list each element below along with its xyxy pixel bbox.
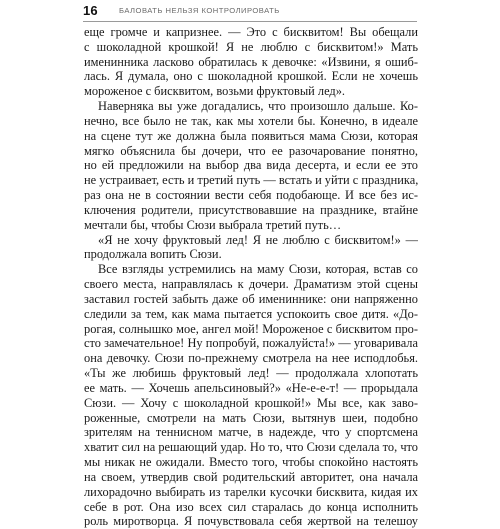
text-line: мы никак не ожидали. Вместо того, чтобы спокойно настоять xyxy=(84,455,418,470)
header-divider xyxy=(83,21,417,22)
text-line: на сцене тут же должна была появиться мама Сюзи, которая xyxy=(84,128,418,143)
text-line: еще громче и капризнее. — Это с бисквитом! Вы обещали xyxy=(84,25,418,39)
text-line: «Ты же любишь фруктовый лед! — продолжала хлопотать xyxy=(84,366,418,381)
text-line: сто замечательное! Ну попробуй, пожалуйста!» — уговаривала xyxy=(84,336,418,351)
page-header xyxy=(83,2,417,20)
page-number: 16 xyxy=(83,3,98,18)
text-line: не устраивает, есть и третий путь — встать и уйти с праздника, xyxy=(84,173,418,188)
text-line: рогая, солнышко мое, ангел мой! Мороженое с бисквитом про- xyxy=(84,321,418,336)
running-title: БАЛОВАТЬ НЕЛЬЗЯ КОНТРОЛИРОВАТЬ xyxy=(119,6,280,15)
text-line: ее мать. — Хочешь апельсиновый?» «Не-е-е-т! — прорыдала xyxy=(84,380,418,395)
text-line: зрителям на теннисном матче, в надежде, что у спортсмена xyxy=(84,425,418,440)
text-line: она девочку. Сюзи по-прежнему смотрела на нее исподлобья. xyxy=(84,351,418,366)
text-line: роль миротворца. Я почувствовала себя жертвой на телешоу xyxy=(84,514,418,529)
text-line: именинника ласково обратилась к девочке: «Извини, я ошиб- xyxy=(84,54,418,69)
text-line: «Я не хочу фруктовый лед! Я не люблю с бисквитом!» — xyxy=(98,232,418,247)
text-line: заставил гостей забыть даже об имениннике: они напряженно xyxy=(84,291,418,306)
text-line: лихорадочно выбирать из тарелки кусочки бисквита, кидая их xyxy=(84,484,418,499)
text-line: мягко объяснила бы дочери, что ее разочарование понятно, xyxy=(84,143,418,158)
text-line: с шоколадной крошкой! Я не люблю с бисквитом!» Мать xyxy=(84,39,418,54)
text-line: раз она не в состоянии вести себя подобающе. И все без ис- xyxy=(84,188,418,203)
text-line: хватит сил на решающий удар. Но то, что Сюзи сделала то, что xyxy=(84,440,418,455)
text-line: себе в рот. Она изо всех сил старалась до конца исполнить xyxy=(84,499,418,514)
text-line: Все взгляды устремились на маму Сюзи, которая, встав со xyxy=(98,262,418,277)
text-line: нечно, все было не так, как мы хотели бы. Конечно, в идеале xyxy=(84,113,418,128)
text-line: ключения родители, присутствовавшие на празднике, втайне xyxy=(84,202,418,217)
text-line: Сюзи. — Хочу с шоколадной крошкой!» Мы все, как заво- xyxy=(84,395,418,410)
text-line: мороженое с бисквитом, возьми фруктовый лед». xyxy=(84,84,346,99)
text-line: Наверняка вы уже догадались, что произошло дальше. Ко- xyxy=(98,99,418,114)
text-line: роженные, смотрели на мать Сюзи, вытянув шеи, подобно xyxy=(84,410,418,425)
text-line: лась. Я думала, оно с шоколадной крошкой. Если не хочешь xyxy=(84,69,418,84)
text-line: мечтали бы, чтобы Сюзи выбрала третий путь… xyxy=(84,217,342,232)
text-line: но ей предложили на выбор два вида десерта, и если ее это xyxy=(84,158,418,173)
text-line: следили за тем, как мама пытается успокоить свое дитя. «До- xyxy=(84,306,418,321)
text-line: на своем, утвердив свой родительский авторитет, она начала xyxy=(84,469,418,484)
text-line: своего места, направлялась к дочери. Драматизм этой сцены xyxy=(84,277,418,292)
body-text xyxy=(84,25,418,529)
text-line: продолжала вопить Сюзи. xyxy=(84,247,222,262)
